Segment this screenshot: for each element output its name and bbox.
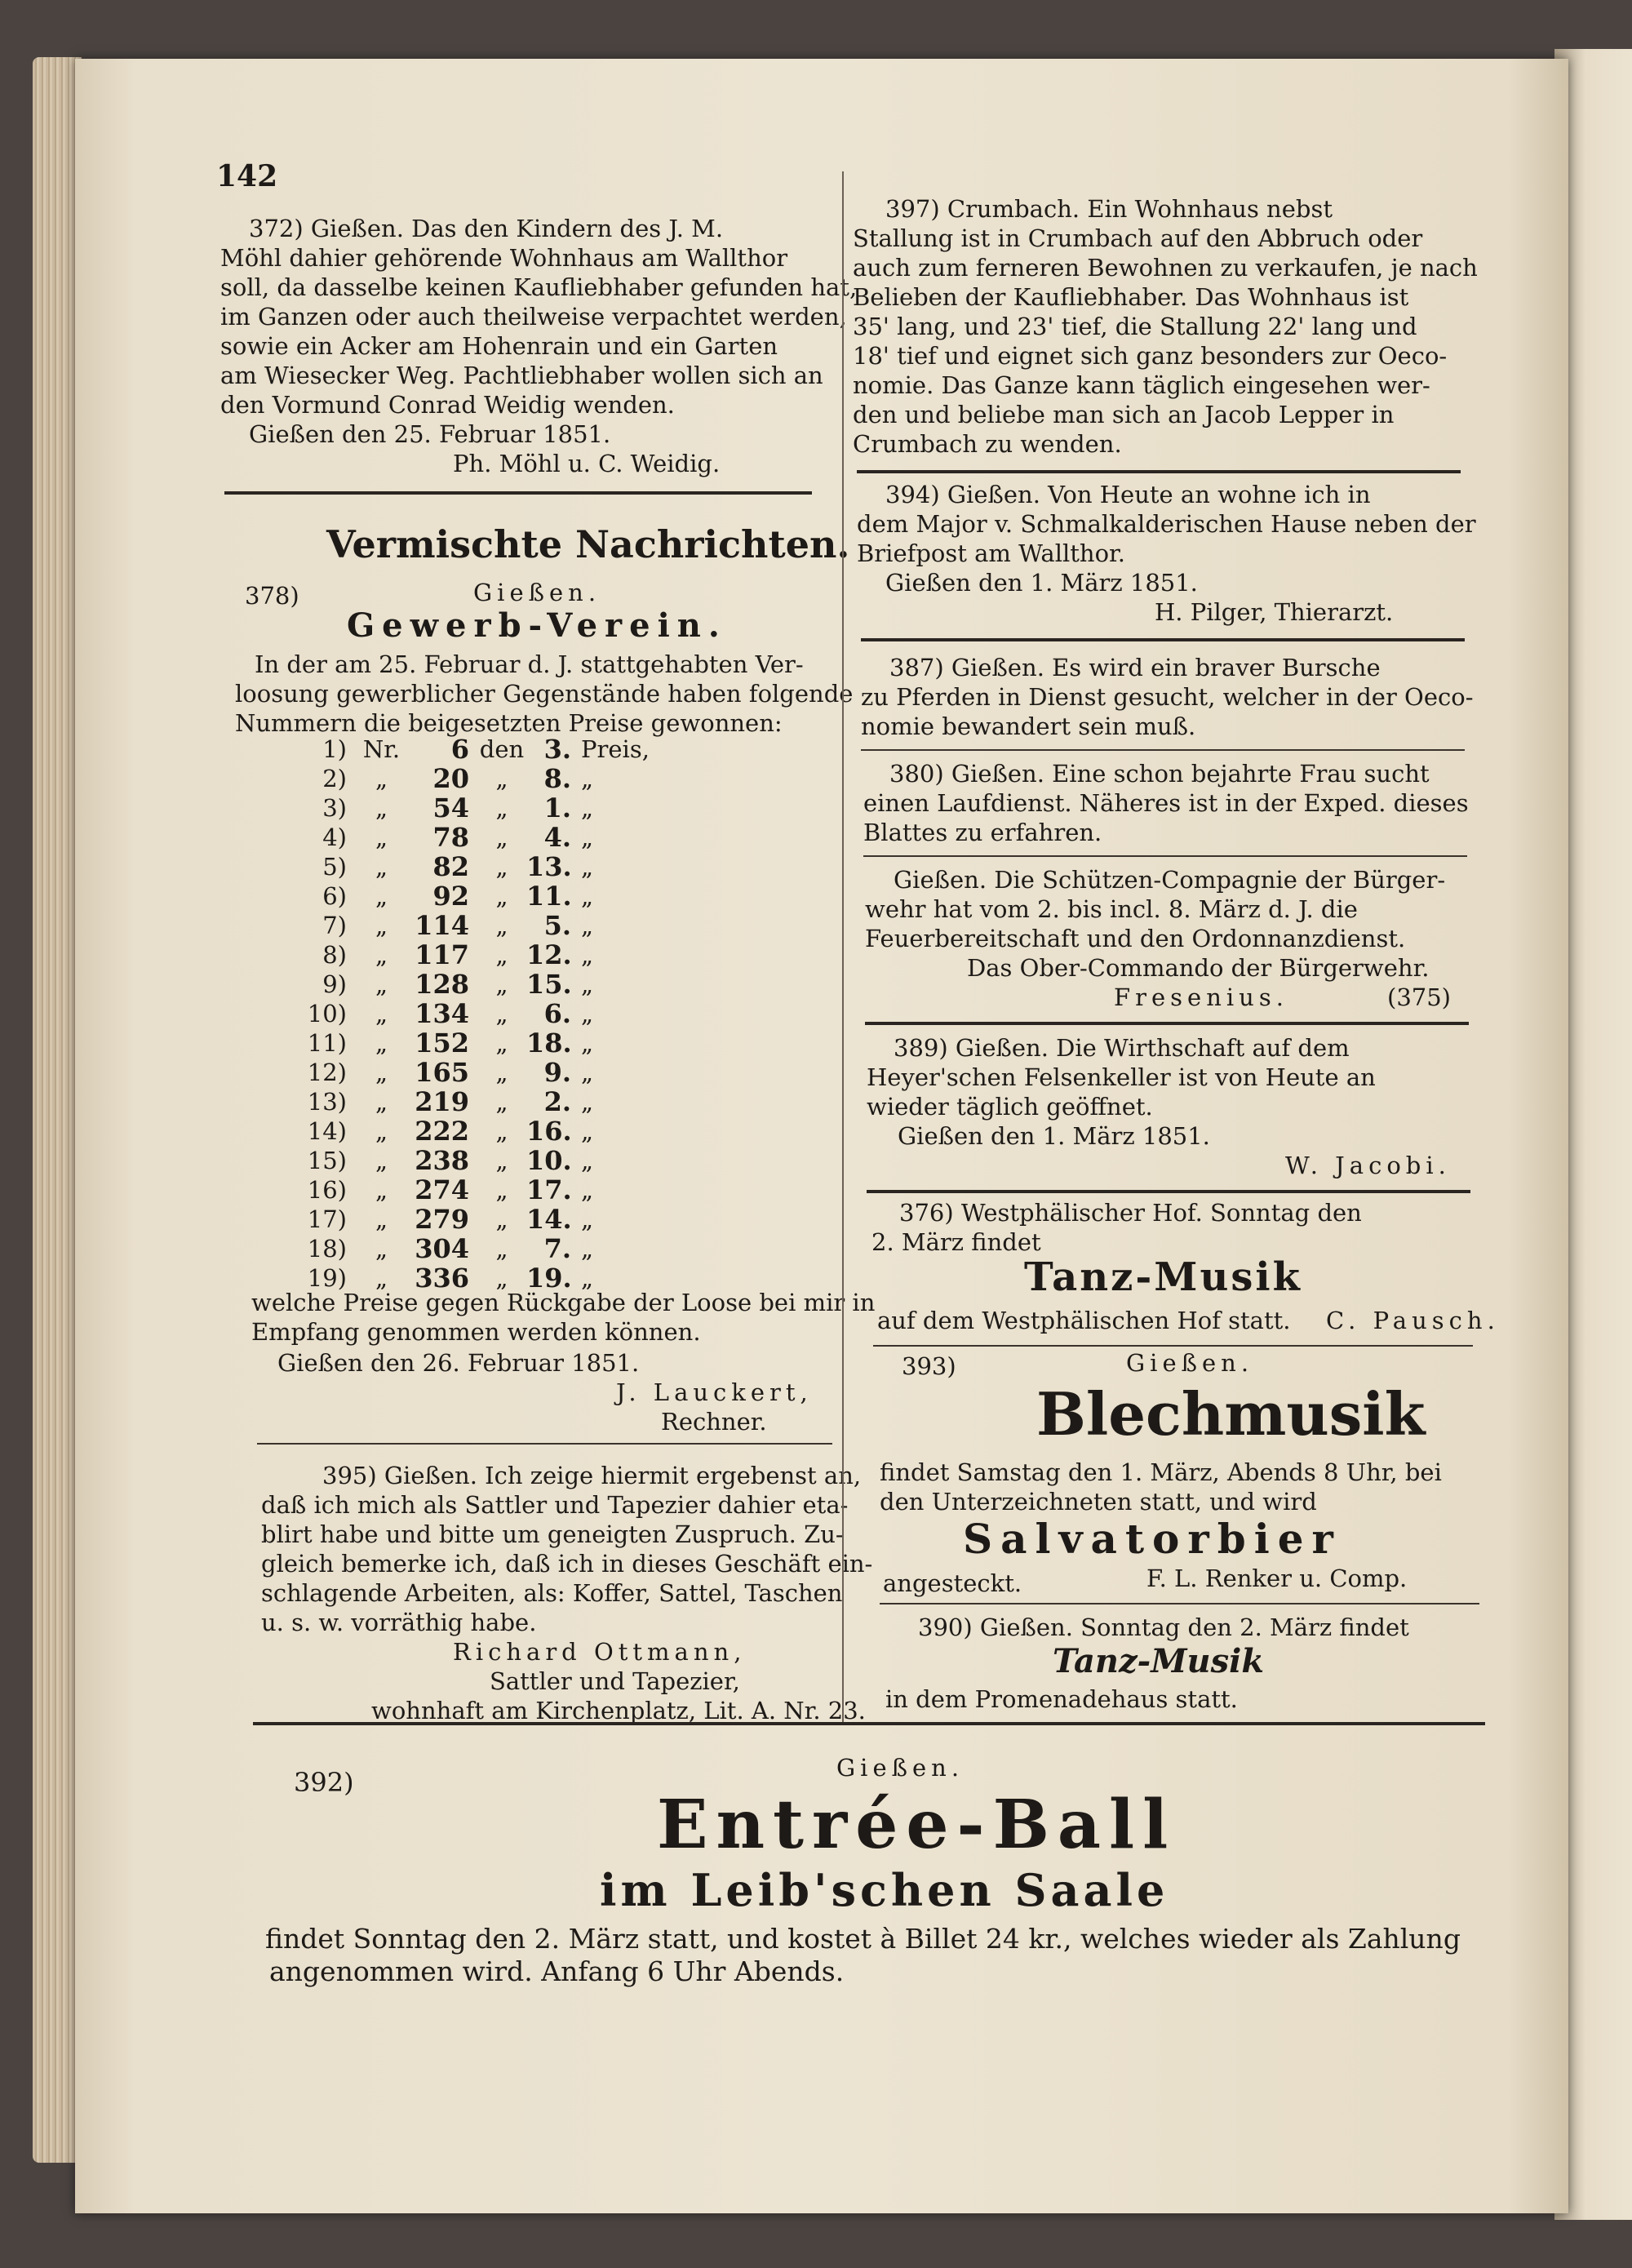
ad-393-place: Gießen. xyxy=(1126,1349,1254,1377)
prize-index: 18) xyxy=(307,1235,347,1263)
prize-nr-label: „ xyxy=(375,970,388,998)
prize-lot-number: 238 xyxy=(415,1145,469,1176)
column-rule xyxy=(865,1022,1469,1025)
prize-nr-label: „ xyxy=(375,1176,388,1204)
column-rule xyxy=(257,1443,832,1445)
column-rule xyxy=(873,1345,1473,1347)
ad-395-line: 395) Gießen. Ich zeige hiermit ergebenst an, xyxy=(322,1462,862,1489)
ad-389-line: wieder täglich geöffnet. xyxy=(867,1093,1153,1121)
prize-preis-label: „ xyxy=(581,1059,594,1086)
prize-index: 7) xyxy=(322,912,347,939)
column-rule xyxy=(224,491,812,495)
prize-lot-number: 219 xyxy=(415,1086,469,1117)
prize-nr-label: „ xyxy=(375,1000,388,1027)
ad-372-signature: Ph. Möhl u. C. Weidig. xyxy=(453,450,721,477)
ad-393-line: den Unterzeichneten statt, und wird xyxy=(880,1488,1317,1516)
ad-378-intro: In der am 25. Februar d. J. stattgehabten Ver- xyxy=(255,650,804,678)
prize-den-label: „ xyxy=(495,1147,508,1174)
prize-rank: 12. xyxy=(526,939,572,970)
ad-372-line: 372) Gießen. Das den Kindern des J. M. xyxy=(249,215,724,242)
prize-den-label: „ xyxy=(495,765,508,792)
book-page-edges xyxy=(33,57,82,2163)
prize-den-label: „ xyxy=(495,912,508,939)
prize-index: 2) xyxy=(322,765,347,792)
ad-395-line: u. s. w. vorräthig habe. xyxy=(261,1609,537,1636)
prize-preis-label: „ xyxy=(581,1264,594,1292)
prize-preis-label: „ xyxy=(581,970,594,998)
ad-376-line: 376) Westphälischer Hof. Sonntag den xyxy=(899,1199,1362,1227)
prize-preis-label: „ xyxy=(581,941,594,969)
ad-387-line: nomie bewandert sein muß. xyxy=(861,712,1196,740)
ad-394-line: Briefpost am Wallthor. xyxy=(857,539,1125,567)
prize-den-label: „ xyxy=(495,823,508,851)
ad-378-signature: J. Lauckert, xyxy=(616,1378,813,1406)
prize-lot-number: 279 xyxy=(415,1204,469,1235)
ad-380-line: einen Laufdienst. Näheres ist in der Exped. dieses xyxy=(863,789,1469,817)
ad-372-line: im Ganzen oder auch theilweise verpachtet werden, xyxy=(220,303,847,331)
prize-rank: 10. xyxy=(526,1145,572,1176)
prize-rank: 2. xyxy=(543,1086,571,1117)
ad-390-headline: Tanz-Musik xyxy=(1053,1642,1265,1680)
prize-rank: 16. xyxy=(526,1116,572,1147)
prize-index: 12) xyxy=(307,1059,347,1086)
ad-387-line: zu Pferden in Dienst gesucht, welcher in der Oeco- xyxy=(861,683,1474,711)
ad-395-line: gleich bemerke ich, daß ich in dieses Geschäft ein- xyxy=(261,1550,873,1578)
ad-397-line: nomie. Das Ganze kann täglich eingesehen wer- xyxy=(853,371,1430,399)
prize-nr-label: „ xyxy=(375,823,388,851)
ad-372-line: am Wiesecker Weg. Pachtliebhaber wollen sich an xyxy=(220,362,823,389)
ad-375-number: (375) xyxy=(1387,983,1451,1011)
prize-lot-number: 54 xyxy=(432,792,469,823)
ad-395-line: daß ich mich als Sattler und Tapezier dahier eta- xyxy=(261,1491,849,1519)
prize-preis-label: „ xyxy=(581,1117,594,1145)
prize-rank: 3. xyxy=(543,734,571,765)
ad-395-signature: Richard Ottmann, xyxy=(453,1638,747,1666)
ad-380-line: 380) Gießen. Eine schon bejahrte Frau sucht xyxy=(889,760,1430,788)
prize-index: 8) xyxy=(322,941,347,969)
prize-lot-number: 82 xyxy=(432,851,469,882)
prize-lot-number: 165 xyxy=(415,1057,469,1088)
prize-index: 9) xyxy=(322,970,347,998)
prize-den-label: „ xyxy=(495,1205,508,1233)
ad-392-line: findet Sonntag den 2. März statt, und kostet à Billet 24 kr., welches wieder als Zahlung xyxy=(265,1923,1461,1955)
prize-rank: 11. xyxy=(526,881,572,912)
prize-den-label: „ xyxy=(495,1176,508,1204)
ad-378-title: Gewerb-Verein. xyxy=(347,606,727,645)
prize-nr-label: „ xyxy=(375,1205,388,1233)
prize-preis-label: „ xyxy=(581,1147,594,1174)
section-heading: Vermischte Nachrichten. xyxy=(326,522,850,566)
ad-389-line: Heyer'schen Felsenkeller ist von Heute an xyxy=(867,1063,1376,1091)
prize-nr-label: Nr. xyxy=(362,735,401,763)
prize-nr-label: „ xyxy=(375,1235,388,1263)
prize-lot-number: 336 xyxy=(415,1263,469,1294)
prize-rank: 15. xyxy=(526,969,572,1000)
prize-rank: 17. xyxy=(526,1174,572,1205)
prize-index: 5) xyxy=(322,853,347,881)
ad-372-line: Möhl dahier gehörende Wohnhaus am Wallthor xyxy=(220,244,788,272)
prize-nr-label: „ xyxy=(375,1059,388,1086)
prize-lot-number: 152 xyxy=(415,1027,469,1059)
prize-index: 14) xyxy=(307,1117,347,1145)
prize-nr-label: „ xyxy=(375,1117,388,1145)
prize-lot-number: 114 xyxy=(415,910,469,941)
prize-rank: 6. xyxy=(543,998,571,1029)
prize-rank: 13. xyxy=(526,851,572,882)
ad-397-line: Belieben der Kaufliebhaber. Das Wohnhaus ist xyxy=(853,283,1409,311)
prize-preis-label: „ xyxy=(581,1029,594,1057)
ad-378-place: Gießen. xyxy=(473,579,601,606)
prize-nr-label: „ xyxy=(375,912,388,939)
ad-395-line: blirt habe und bitte um geneigten Zuspruch. Zu- xyxy=(261,1520,844,1548)
ad-375-line: Gießen. Die Schützen-Compagnie der Bürger- xyxy=(894,866,1446,894)
ad-392-headline: Entrée-Ball xyxy=(657,1786,1177,1864)
prize-lot-number: 222 xyxy=(415,1116,469,1147)
prize-index: 6) xyxy=(322,882,347,910)
prize-den-label: „ xyxy=(495,1059,508,1086)
ad-392-number: 392) xyxy=(294,1767,354,1798)
ad-378-number: 378) xyxy=(245,582,299,610)
ad-376-line: 2. März findet xyxy=(871,1228,1041,1256)
prize-preis-label: „ xyxy=(581,1235,594,1263)
prize-rank: 8. xyxy=(543,763,571,794)
ad-378-signature-title: Rechner. xyxy=(661,1408,767,1436)
ad-387-line: 387) Gießen. Es wird ein braver Bursche xyxy=(889,654,1381,681)
prize-preis-label: „ xyxy=(581,794,594,822)
ad-393-number: 393) xyxy=(902,1352,956,1380)
ad-392-place: Gießen. xyxy=(836,1754,965,1782)
ad-395-signature-address: wohnhaft am Kirchenplatz, Lit. A. Nr. 23. xyxy=(371,1697,866,1724)
full-width-rule xyxy=(253,1722,1485,1725)
ad-397-line: auch zum ferneren Bewohnen zu verkaufen, je nach xyxy=(853,254,1478,282)
prize-nr-label: „ xyxy=(375,1147,388,1174)
prize-lot-number: 134 xyxy=(415,998,469,1029)
prize-preis-label: „ xyxy=(581,882,594,910)
ad-389-date: Gießen den 1. März 1851. xyxy=(898,1122,1210,1150)
ad-390-line: in dem Promenadehaus statt. xyxy=(885,1685,1238,1713)
ad-375-line: wehr hat vom 2. bis incl. 8. März d. J. die xyxy=(865,895,1358,923)
prize-nr-label: „ xyxy=(375,882,388,910)
prize-preis-label: „ xyxy=(581,765,594,792)
prize-den-label: „ xyxy=(495,1117,508,1145)
prize-den-label: den xyxy=(479,735,525,763)
column-rule xyxy=(863,855,1467,857)
prize-den-label: „ xyxy=(495,941,508,969)
ad-372-date: Gießen den 25. Februar 1851. xyxy=(249,420,611,448)
ad-375-signature: Das Ober-Commando der Bürgerwehr. xyxy=(967,954,1430,982)
prize-preis-label: Preis, xyxy=(581,735,650,763)
ad-394-signature: H. Pilger, Thierarzt. xyxy=(1155,598,1394,626)
prize-lot-number: 304 xyxy=(415,1233,469,1264)
ad-378-intro: Nummern die beigesetzten Preise gewonnen: xyxy=(235,709,783,737)
prize-den-label: „ xyxy=(495,1235,508,1263)
ad-376-headline: Tanz-Musik xyxy=(1024,1254,1302,1300)
ad-372-line: sowie ein Acker am Hohenrain und ein Garten xyxy=(220,332,778,360)
column-rule xyxy=(867,1190,1470,1193)
prize-preis-label: „ xyxy=(581,853,594,881)
page-number: 142 xyxy=(216,159,278,193)
prize-index: 10) xyxy=(307,1000,347,1027)
ad-389-signature: W. Jacobi. xyxy=(1285,1152,1451,1179)
prize-lot-number: 92 xyxy=(432,881,469,912)
prize-index: 4) xyxy=(322,823,347,851)
column-rule xyxy=(861,638,1465,641)
ad-393-headline-secondary: Salvatorbier xyxy=(963,1515,1342,1563)
ad-397-line: 18' tief und eignet sich ganz besonders zur Oeco- xyxy=(853,342,1448,370)
prize-preis-label: „ xyxy=(581,1088,594,1116)
ad-392-subheadline: im Leib'schen Saale xyxy=(600,1864,1169,1916)
prize-preis-label: „ xyxy=(581,1205,594,1233)
ad-395-signature-title: Sattler und Tapezier, xyxy=(490,1667,740,1695)
prize-index: 16) xyxy=(307,1176,347,1204)
ad-378-outro: Empfang genommen werden können. xyxy=(251,1318,701,1346)
ad-392-line: angenommen wird. Anfang 6 Uhr Abends. xyxy=(269,1955,845,1987)
ad-394-date: Gießen den 1. März 1851. xyxy=(885,569,1198,597)
column-rule xyxy=(880,1603,1479,1604)
prize-rank: 4. xyxy=(543,822,571,853)
ad-397-line: den und beliebe man sich an Jacob Lepper in xyxy=(853,401,1395,428)
prize-nr-label: „ xyxy=(375,853,388,881)
column-rule xyxy=(857,470,1461,473)
ad-397-line: Stallung ist in Crumbach auf den Abbruch oder xyxy=(853,224,1423,252)
prize-preis-label: „ xyxy=(581,1000,594,1027)
prize-rank: 9. xyxy=(543,1057,571,1088)
prize-nr-label: „ xyxy=(375,1264,388,1292)
ad-375-signature-name: Fresenius. xyxy=(1114,983,1288,1011)
prize-rank: 18. xyxy=(526,1027,572,1059)
prize-rank: 19. xyxy=(526,1263,572,1294)
ad-378-intro: loosung gewerblicher Gegenstände haben folgende xyxy=(235,680,854,708)
ad-393-signature: F. L. Renker u. Comp. xyxy=(1146,1565,1408,1592)
prize-preis-label: „ xyxy=(581,823,594,851)
ad-389-line: 389) Gießen. Die Wirthschaft auf dem xyxy=(894,1034,1350,1062)
ad-393-line: findet Samstag den 1. März, Abends 8 Uhr, bei xyxy=(880,1458,1442,1486)
prize-lot-number: 20 xyxy=(432,763,469,794)
prize-den-label: „ xyxy=(495,794,508,822)
prize-nr-label: „ xyxy=(375,765,388,792)
prize-lot-number: 274 xyxy=(415,1174,469,1205)
prize-index: 11) xyxy=(307,1029,347,1057)
ad-397-line: 397) Crumbach. Ein Wohnhaus nebst xyxy=(885,195,1333,223)
ad-397-line: Crumbach zu wenden. xyxy=(853,430,1122,458)
prize-lot-number: 6 xyxy=(450,734,469,765)
ad-376-line: auf dem Westphälischen Hof statt. xyxy=(877,1307,1291,1334)
ad-390-line: 390) Gießen. Sonntag den 2. März findet xyxy=(918,1613,1409,1641)
prize-index: 1) xyxy=(322,735,347,763)
ad-393-line: angesteckt. xyxy=(883,1569,1022,1597)
prize-rank: 14. xyxy=(526,1204,572,1235)
prize-den-label: „ xyxy=(495,853,508,881)
ad-375-line: Feuerbereitschaft und den Ordonnanzdienst. xyxy=(865,925,1406,952)
prize-den-label: „ xyxy=(495,1088,508,1116)
ad-395-line: schlagende Arbeiten, als: Koffer, Sattel, Taschen xyxy=(261,1579,843,1607)
prize-lot-number: 78 xyxy=(432,822,469,853)
prize-lot-number: 128 xyxy=(415,969,469,1000)
prize-nr-label: „ xyxy=(375,941,388,969)
prize-index: 17) xyxy=(307,1205,347,1233)
prize-preis-label: „ xyxy=(581,912,594,939)
prize-den-label: „ xyxy=(495,882,508,910)
ad-378-outro: welche Preise gegen Rückgabe der Loose bei mir in xyxy=(251,1289,876,1316)
prize-index: 3) xyxy=(322,794,347,822)
prize-index: 13) xyxy=(307,1088,347,1116)
prize-index: 19) xyxy=(307,1264,347,1292)
prize-lot-number: 117 xyxy=(415,939,469,970)
ad-372-line: soll, da dasselbe keinen Kaufliebhaber gefunden hat, xyxy=(220,273,858,301)
column-divider xyxy=(842,171,844,1722)
ad-394-line: dem Major v. Schmalkalderischen Hause neben der xyxy=(857,510,1476,538)
ad-393-headline: Blechmusik xyxy=(1036,1379,1426,1449)
ad-394-line: 394) Gießen. Von Heute an wohne ich in xyxy=(885,481,1371,508)
prize-den-label: „ xyxy=(495,970,508,998)
prize-preis-label: „ xyxy=(581,1176,594,1204)
prize-den-label: „ xyxy=(495,1000,508,1027)
prize-index: 15) xyxy=(307,1147,347,1174)
prize-rank: 7. xyxy=(543,1233,571,1264)
prize-nr-label: „ xyxy=(375,1088,388,1116)
prize-nr-label: „ xyxy=(375,1029,388,1057)
ad-376-signature: C. Pausch. xyxy=(1326,1307,1500,1334)
prize-rank: 5. xyxy=(543,910,571,941)
column-rule xyxy=(861,749,1465,751)
ad-372-line: den Vormund Conrad Weidig wenden. xyxy=(220,391,675,419)
prize-den-label: „ xyxy=(495,1029,508,1057)
ad-380-line: Blattes zu erfahren. xyxy=(863,819,1102,846)
ad-397-line: 35' lang, und 23' tief, die Stallung 22' lang und xyxy=(853,313,1417,340)
ad-378-date: Gießen den 26. Februar 1851. xyxy=(277,1349,640,1377)
prize-den-label: „ xyxy=(495,1264,508,1292)
prize-nr-label: „ xyxy=(375,794,388,822)
prize-rank: 1. xyxy=(543,792,571,823)
